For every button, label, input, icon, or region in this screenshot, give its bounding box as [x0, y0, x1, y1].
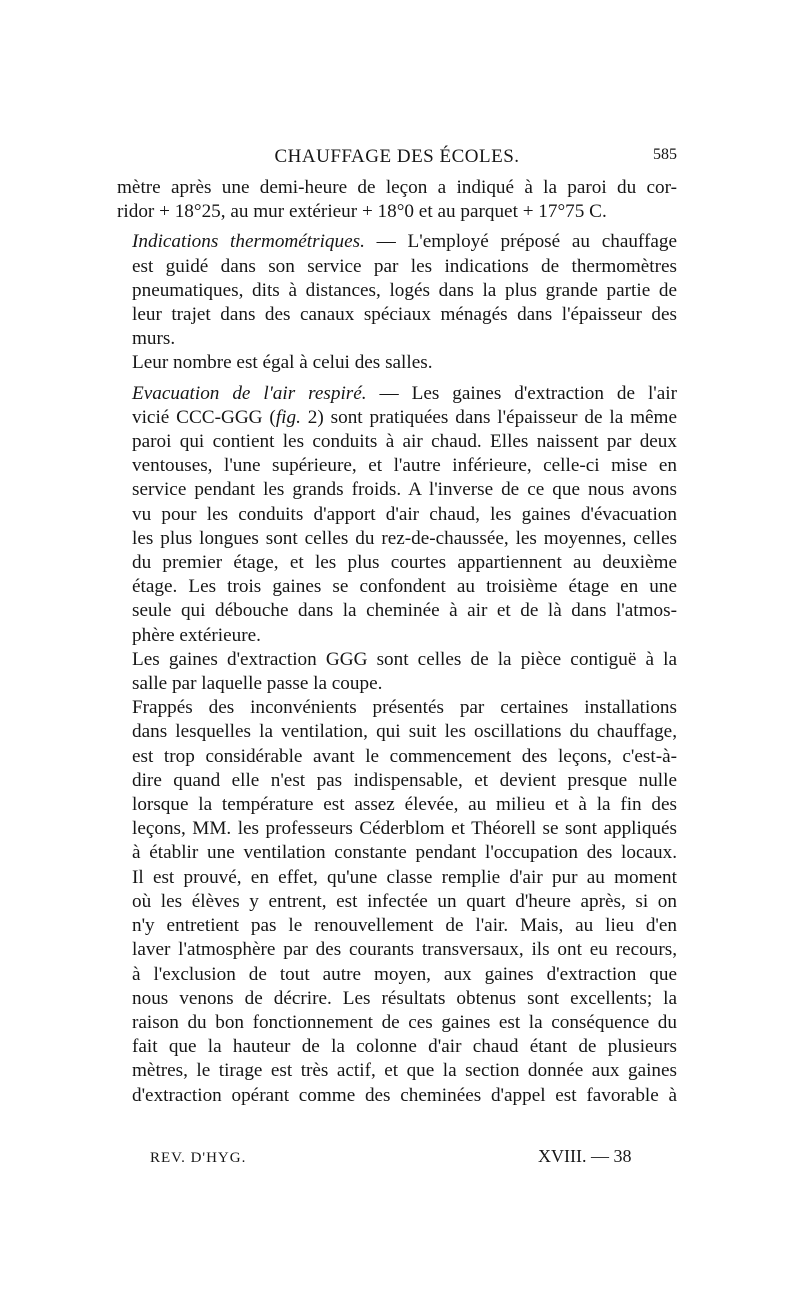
text-line: [117, 230, 677, 254]
text-line: pneumatiques, dits à distances, logés dans la plus grande partie de: [132, 279, 677, 301]
text-line: leçons, MM. les professeurs Céderblom et Théorell se sont appliqués: [132, 818, 677, 840]
text-line: seule qui débouche dans la cheminée à air et de là dans l'atmos-: [132, 600, 677, 622]
figure-reference: fig.: [275, 406, 301, 428]
text-fragment: vicié CCC-GGG (: [132, 406, 276, 428]
paragraph-thermometric-indications: [117, 230, 677, 351]
text-line: ridor + 18°25, au mur extérieur + 18°0 et au parquet + 17°75 C.: [117, 201, 607, 223]
text-line: à l'exclusion de tout autre moyen, aux gaines d'extraction que: [132, 963, 677, 985]
text-line: est trop considérable avant le commencement des leçons, c'est-à-: [132, 745, 677, 767]
text-fragment: — Les gaines d'extraction de l'air: [366, 382, 678, 404]
section-heading-thermometric: Indications thermométriques.: [132, 231, 365, 253]
paragraph-6: [117, 696, 677, 1107]
section-heading-evacuation: Evacuation de l'air respiré.: [132, 382, 367, 404]
paragraph-air-evacuation: [117, 382, 677, 648]
text-line: ventouses, l'une supérieure, et l'autre inférieure, celle-ci mise en: [132, 455, 677, 477]
signature-mark: REV. D'HYG.: [150, 1150, 247, 1166]
text-line: fait que la hauteur de la colonne d'air chaud étant de plusieurs: [132, 1036, 677, 1058]
body-text: [117, 176, 677, 1108]
text-line: dans lesquelles la ventilation, qui suit les oscillations du chauffage,: [132, 721, 677, 743]
text-line: lorsque la température est assez élevée, au milieu et à la fin des: [132, 794, 677, 816]
text-line: où les élèves y entrent, est infectée un quart d'heure après, si on: [132, 890, 677, 912]
text-line: mètre après une demi-heure de leçon a indiqué à la paroi du cor-: [117, 177, 677, 198]
text-line: Frappés des inconvénients présentés par certaines installations: [132, 697, 677, 719]
text-line: est guidé dans son service par les indications de thermomètres: [132, 255, 677, 277]
paragraph-1: [117, 176, 677, 224]
paragraph-3: [117, 351, 677, 375]
text-line: n'y entretient pas le renouvellement de l'air. Mais, au lieu d'en: [132, 915, 677, 937]
text-line: phère extérieure.: [132, 624, 261, 646]
text-fragment: 2) sont pratiquées dans l'épaisseur de la même: [300, 406, 677, 428]
text-line: paroi qui contient les conduits à air chaud. Elles naissent par deux: [132, 431, 677, 453]
text-line: laver l'atmosphère par des courants transversaux, ils ont eu recours,: [132, 939, 677, 961]
text-line: Les gaines d'extraction GGG sont celles de la pièce contiguë à la: [132, 648, 677, 670]
text-line: leur trajet dans des canaux spéciaux ménagés dans l'épaisseur des: [132, 304, 677, 326]
text-line: murs.: [132, 328, 176, 350]
text-line: à établir une ventilation constante pendant l'occupation des locaux.: [132, 842, 677, 864]
page-footer: [150, 1146, 650, 1178]
text-line: [117, 406, 677, 430]
running-head: CHAUFFAGE DES ÉCOLES.: [274, 146, 520, 167]
text-line: mètres, le tirage est très actif, et que la section donnée aux gaines: [132, 1060, 677, 1082]
text-line: Leur nombre est égal à celui des salles.: [132, 352, 433, 374]
text-line: dire quand elle n'est pas indispensable, et devient presque nulle: [132, 769, 677, 791]
page-number: 585: [653, 146, 677, 163]
text-line: raison du bon fonctionnement de ces gaines est la conséquence du: [132, 1011, 677, 1033]
text-line: d'extraction opérant comme des cheminées d'appel est favorable à: [132, 1084, 677, 1106]
text-line: nous venons de décrire. Les résultats obtenus sont excellents; la: [132, 987, 677, 1009]
text-line: [117, 382, 677, 406]
text-line: les plus longues sont celles du rez-de-chaussée, les moyennes, celles: [132, 527, 677, 549]
text-line: Il est prouvé, en effet, qu'une classe remplie d'air pur au moment: [132, 866, 677, 888]
text-line: du premier étage, et les plus courtes appartiennent au deuxième: [132, 552, 677, 574]
sheet-mark: XVIII. — 38: [538, 1146, 632, 1166]
text-fragment: — L'employé préposé au chauffage: [364, 231, 677, 253]
text-line: vu pour les conduits d'apport d'air chaud, les gaines d'évacuation: [132, 503, 677, 525]
page-header: [117, 146, 677, 174]
text-line: service pendant les grands froids. A l'inverse de ce que nous avons: [132, 479, 677, 501]
text-line: étage. Les trois gaines se confondent au troisième étage en une: [132, 576, 677, 598]
text-line: salle par laquelle passe la coupe.: [132, 673, 383, 695]
paragraph-5: [117, 648, 677, 696]
